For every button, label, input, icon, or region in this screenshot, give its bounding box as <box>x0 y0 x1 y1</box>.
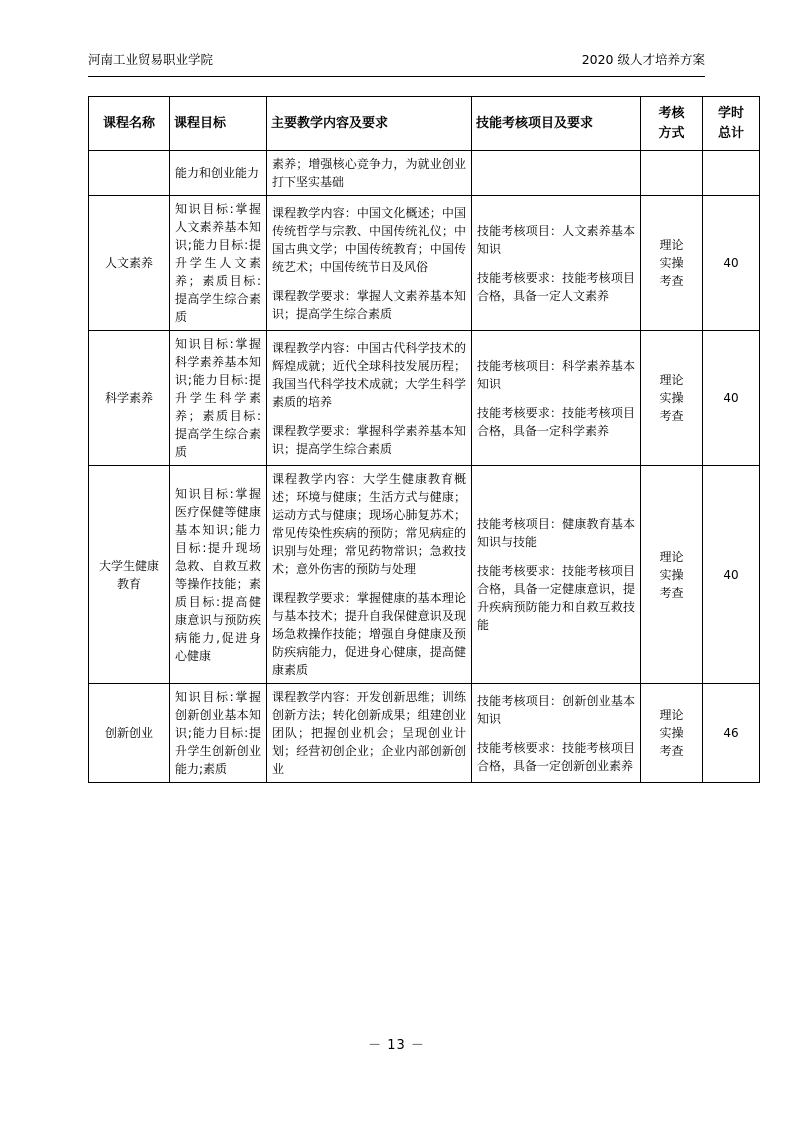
table-body <box>89 151 760 783</box>
cell-course-goal: 知识目标:掌握医疗保健等健康基本知识;能力目标:提升现场急救、自救互救等操作技能；素质目标:提高健康意识与预防疾病能力,促进身心健康 <box>170 466 267 684</box>
column-header-total-hours-line1: 学时 <box>717 106 744 121</box>
cell-course-name: 科学素养 <box>89 331 170 466</box>
cell-teaching-content <box>267 196 472 331</box>
cell-course-goal: 知识目标:掌握人文素养基本知识;能力目标:提升学生人文素养；素质目标:提高学生综合素质 <box>170 196 267 331</box>
column-header-total-hours <box>703 97 760 151</box>
table-row <box>89 196 760 331</box>
table-row <box>89 466 760 684</box>
assessment-method-line1: 理论 <box>659 549 684 564</box>
assessment-requirement-paragraph: 技能考核要求：技能考核项目合格，具备一定人文素养 <box>477 270 635 303</box>
assessment-item-paragraph: 技能考核项目：创新创业基本知识 <box>477 693 635 726</box>
cell-course-name: 人文素养 <box>89 196 170 331</box>
assessment-method-line3: 考查 <box>659 274 684 288</box>
assessment-method-line2: 实操 <box>659 567 684 582</box>
cell-assessment-method <box>641 331 703 466</box>
assessment-requirement-paragraph: 技能考核要求：技能考核项目合格，具备一定健康意识，提升疾病预防能力和自救互救技能 <box>477 564 635 632</box>
teaching-requirement-paragraph: 课程教学要求：掌握人文素养基本知识；提高学生综合素质 <box>272 288 466 321</box>
page-footer <box>0 1034 793 1053</box>
teaching-requirement-paragraph: 课程教学要求：掌握健康的基本理论与基本技术；提升自我保健意识及现场急救操作技能；增强自身健康及预防疾病能力，促进身心健康，提高健康素质 <box>272 591 466 677</box>
assessment-method-line2: 实操 <box>659 391 684 405</box>
cell-total-hours: 40 <box>703 196 760 331</box>
cell-skill-assessment <box>472 684 641 783</box>
cell-course-goal: 知识目标:掌握创新创业基本知识;能力目标:提升学生创新创业能力;素质 <box>170 684 267 783</box>
assessment-method-line1: 理论 <box>659 238 684 252</box>
cell-assessment-method <box>641 684 703 783</box>
table-header-row <box>89 97 760 151</box>
cell-course-name: 创新创业 <box>89 684 170 783</box>
cell-skill-assessment <box>472 151 641 196</box>
cell-total-hours <box>703 151 760 196</box>
column-header-assessment-method <box>641 97 703 151</box>
cell-course-name <box>89 151 170 196</box>
assessment-method-line1: 理论 <box>659 373 684 387</box>
cell-assessment-method <box>641 151 703 196</box>
cell-skill-assessment <box>472 331 641 466</box>
cell-teaching-content <box>267 331 472 466</box>
cell-assessment-method <box>641 196 703 331</box>
header-document-title: 2020 级人才培养方案 <box>581 52 705 67</box>
teaching-content-paragraph: 课程教学内容：开发创新思维；训练创新方法；转化创新成果；组建创业团队；把握创业机会；呈现创业计划；经营初创企业；企业内部创新创业 <box>272 690 466 776</box>
teaching-content-paragraph: 素养；增强核心竞争力，为就业创业打下坚实基础 <box>272 157 466 189</box>
teaching-content-paragraph: 课程教学内容：大学生健康教育概述；环境与健康；生活方式与健康；运动方式与健康；现场心肺复苏术；常见传染性疾病的预防；常见病症的识别与处理；常见药物常识；急救技术；意外伤害的预防与处理 <box>272 472 466 576</box>
cell-teaching-content <box>267 466 472 684</box>
cell-assessment-method <box>641 466 703 684</box>
column-header-course-name: 课程名称 <box>89 97 170 151</box>
cell-total-hours: 40 <box>703 331 760 466</box>
assessment-method-line3: 考查 <box>659 409 684 423</box>
teaching-content-paragraph: 课程教学内容：中国文化概述；中国传统哲学与宗教、中国传统礼仪；中国古典文学；中国传统教育；中国传统艺术；中国传统节日及风俗 <box>272 205 466 274</box>
assessment-method-line2: 实操 <box>659 726 684 740</box>
cell-course-goal: 知识目标:掌握科学素养基本知识;能力目标:提升学生科学素养；素质目标:提高学生综合素质 <box>170 331 267 466</box>
header-institution: 河南工业贸易职业学院 <box>88 52 214 67</box>
teaching-requirement-paragraph: 课程教学要求：掌握科学素养基本知识；提高学生综合素质 <box>272 423 466 456</box>
cell-teaching-content <box>267 684 472 783</box>
cell-course-name: 大学生健康教育 <box>89 466 170 684</box>
page-number: － 13 － <box>368 1038 425 1053</box>
page-header <box>88 52 705 67</box>
cell-course-goal: 能力和创业能力 <box>170 151 267 196</box>
cell-total-hours: 46 <box>703 684 760 783</box>
assessment-method-line1: 理论 <box>659 708 684 722</box>
assessment-item-paragraph: 技能考核项目：人文素养基本知识 <box>477 223 635 256</box>
assessment-method-line2: 实操 <box>659 256 684 270</box>
column-header-total-hours-line2: 总计 <box>717 125 744 141</box>
header-divider <box>88 76 705 77</box>
teaching-content-paragraph: 课程教学内容：中国古代科学技术的辉煌成就；近代全球科技发展历程；我国当代科学技术成就；大学生科学素质的培养 <box>272 340 466 409</box>
assessment-item-paragraph: 技能考核项目：健康教育基本知识与技能 <box>477 517 635 549</box>
table-row <box>89 331 760 466</box>
table-row <box>89 151 760 196</box>
cell-skill-assessment <box>472 466 641 684</box>
column-header-assessment-method-line2: 方式 <box>658 125 685 141</box>
assessment-requirement-paragraph: 技能考核要求：技能考核项目合格，具备一定创新创业素养 <box>477 740 635 773</box>
assessment-method-line3: 考查 <box>659 744 684 758</box>
column-header-skill-assessment: 技能考核项目及要求 <box>472 97 641 151</box>
cell-skill-assessment <box>472 196 641 331</box>
cell-total-hours: 40 <box>703 466 760 684</box>
column-header-assessment-method-line1: 考核 <box>658 106 685 121</box>
column-header-teaching-content: 主要教学内容及要求 <box>267 97 472 151</box>
assessment-requirement-paragraph: 技能考核要求：技能考核项目合格，具备一定科学素养 <box>477 405 635 438</box>
column-header-course-goal: 课程目标 <box>170 97 267 151</box>
table-head <box>89 97 760 151</box>
assessment-item-paragraph: 技能考核项目：科学素养基本知识 <box>477 358 635 391</box>
assessment-method-line3: 考查 <box>659 585 684 600</box>
table-row <box>89 684 760 783</box>
curriculum-table <box>88 96 760 783</box>
cell-teaching-content <box>267 151 472 196</box>
